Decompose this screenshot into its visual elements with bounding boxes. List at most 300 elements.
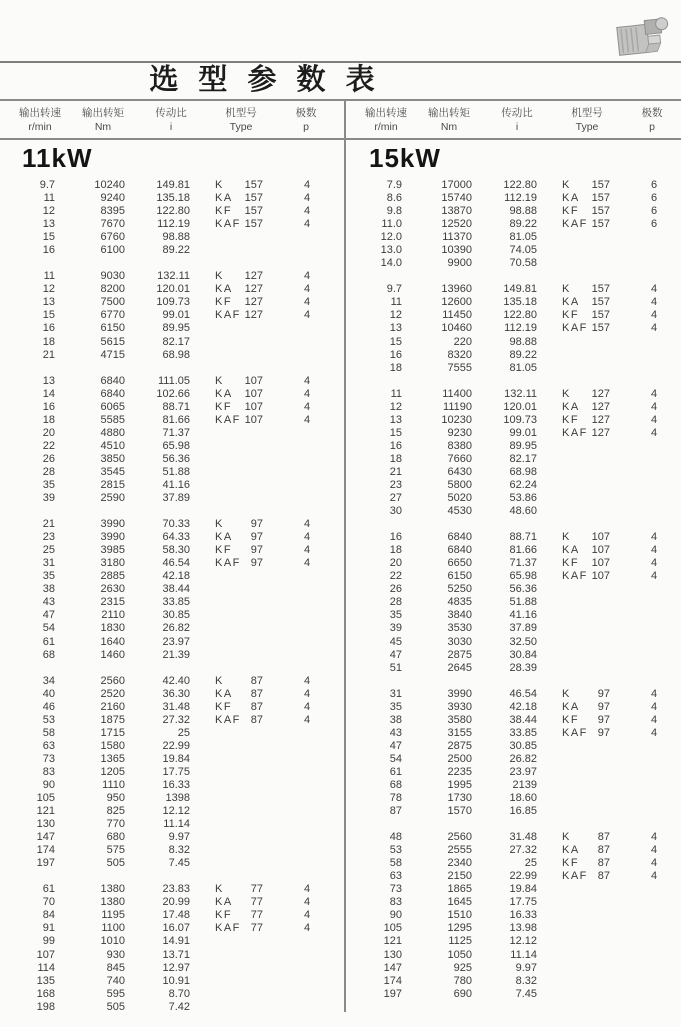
type-cell — [537, 336, 610, 349]
type-prefix: KF — [562, 413, 580, 426]
type-cell — [190, 388, 263, 401]
type-prefix: KAF — [562, 218, 588, 231]
table-row — [347, 349, 681, 362]
torque-cell: 4715 — [100, 348, 125, 361]
type-prefix: KAF — [215, 413, 241, 426]
table-row — [347, 531, 681, 544]
speed-cell: 73 — [389, 883, 402, 896]
poles-cell: 4 — [650, 700, 658, 713]
poles-cell: 4 — [650, 726, 658, 739]
type-prefix: K — [215, 518, 224, 531]
poles-cell: 4 — [303, 413, 311, 426]
speed-cell: 51 — [389, 661, 402, 674]
poles-cell: 6 — [650, 192, 658, 205]
torque-cell: 6150 — [100, 322, 125, 335]
torque-cell: 1125 — [448, 935, 472, 948]
poles-cell: 4 — [650, 844, 658, 857]
type-cell — [537, 544, 610, 557]
type-size: 87 — [597, 857, 610, 870]
table-row — [0, 805, 344, 818]
poles-cell — [263, 727, 351, 740]
speed-cell: 13 — [389, 322, 402, 335]
ratio-cell: 135.18 — [503, 296, 537, 309]
table-row — [347, 401, 681, 414]
table-row — [347, 766, 681, 779]
speed-cell: 197 — [36, 857, 55, 870]
type-cell — [537, 662, 610, 675]
ratio-cell: 16.33 — [509, 909, 537, 922]
poles-cell — [263, 609, 351, 622]
speed-cell: 90 — [42, 778, 55, 791]
ratio-cell: 30.85 — [162, 609, 190, 622]
poles-cell: 4 — [303, 883, 311, 896]
torque-cell: 950 — [106, 792, 125, 805]
type-prefix: KA — [562, 400, 580, 413]
speed-cell: 121 — [36, 805, 55, 818]
ratio-cell: 70.33 — [162, 518, 190, 531]
poles-cell: 4 — [303, 283, 311, 296]
type-cell — [537, 440, 610, 453]
type-cell — [537, 257, 610, 270]
table-row — [0, 270, 344, 283]
table-row — [347, 883, 681, 896]
table-row — [0, 531, 344, 544]
table-row — [0, 649, 344, 662]
type-prefix: KA — [215, 896, 233, 909]
type-prefix: KAF — [562, 726, 588, 739]
poles-cell — [610, 244, 681, 257]
speed-cell: 61 — [389, 765, 402, 778]
table-row — [0, 636, 344, 649]
table-row — [347, 831, 681, 844]
poles-cell: 4 — [303, 700, 311, 713]
ratio-cell: 88.71 — [509, 531, 537, 544]
torque-cell: 2160 — [100, 700, 125, 713]
type-cell — [537, 857, 610, 870]
poles-cell — [263, 231, 351, 244]
speed-cell: 68 — [389, 778, 402, 791]
torque-cell: 6430 — [447, 465, 472, 478]
ratio-cell: 32.50 — [509, 635, 537, 648]
poles-cell — [610, 740, 681, 753]
header-torque-cn: 输出转矩 — [82, 107, 124, 119]
table-row — [0, 766, 344, 779]
speed-cell: 27 — [389, 492, 402, 505]
type-prefix: KA — [215, 192, 233, 205]
speed-cell: 13 — [42, 296, 55, 309]
torque-cell: 930 — [106, 948, 125, 961]
gear-size-block — [0, 270, 344, 361]
gearbox-photo-icon — [608, 13, 674, 63]
ratio-cell: 81.66 — [162, 413, 190, 426]
speed-cell: 9.7 — [386, 283, 402, 296]
torque-cell: 1195 — [101, 909, 125, 922]
ratio-cell: 109.73 — [156, 296, 190, 309]
poles-cell: 4 — [650, 544, 658, 557]
speed-cell: 28 — [42, 465, 55, 478]
torque-cell: 7670 — [100, 218, 125, 231]
poles-cell: 4 — [303, 205, 311, 218]
poles-cell — [263, 649, 351, 662]
type-cell — [537, 909, 610, 922]
ratio-cell: 8.32 — [515, 974, 537, 987]
type-cell — [537, 414, 610, 427]
torque-cell: 3850 — [100, 452, 125, 465]
speed-cell: 13 — [42, 218, 55, 231]
type-cell — [190, 753, 263, 766]
type-cell — [537, 753, 610, 766]
ratio-cell: 38.44 — [509, 713, 537, 726]
type-prefix: K — [215, 674, 224, 687]
type-cell — [537, 322, 610, 335]
header-torque-en: Nm — [440, 121, 458, 133]
torque-cell: 1460 — [100, 648, 125, 661]
type-prefix: KF — [562, 713, 580, 726]
speed-cell: 84 — [42, 909, 55, 922]
speed-cell: 63 — [42, 739, 55, 752]
torque-cell: 13870 — [441, 205, 472, 218]
speed-cell: 130 — [383, 948, 402, 961]
poles-cell: 4 — [650, 687, 658, 700]
ratio-cell: 64.33 — [162, 531, 190, 544]
type-cell — [537, 714, 610, 727]
speed-cell: 105 — [36, 792, 55, 805]
torque-cell: 15740 — [441, 192, 472, 205]
poles-cell — [263, 322, 351, 335]
table-row — [0, 701, 344, 714]
type-size: 77 — [250, 922, 263, 935]
type-prefix: KA — [562, 544, 580, 557]
type-cell — [190, 896, 263, 909]
poles-cell — [610, 453, 681, 466]
header-torque — [414, 106, 484, 138]
ratio-cell: 19.84 — [509, 883, 537, 896]
ratio-cell: 99.01 — [162, 309, 190, 322]
speed-cell: 20 — [42, 426, 55, 439]
table-row — [347, 727, 681, 740]
type-cell — [537, 466, 610, 479]
header-ratio — [484, 106, 550, 138]
ratio-cell: 27.32 — [509, 844, 537, 857]
ratio-cell: 46.54 — [509, 687, 537, 700]
table-row — [347, 662, 681, 675]
table-row — [347, 935, 681, 948]
type-cell — [537, 244, 610, 257]
ratio-cell: 81.66 — [509, 544, 537, 557]
table-row — [0, 818, 344, 831]
speed-cell: 9.8 — [386, 205, 402, 218]
ratio-cell: 17.75 — [162, 765, 190, 778]
speed-cell: 25 — [42, 544, 55, 557]
ratio-cell: 51.88 — [162, 465, 190, 478]
type-size: 107 — [591, 544, 610, 557]
torque-cell: 12600 — [441, 296, 472, 309]
column-15kw — [347, 140, 681, 1027]
table-row — [0, 309, 344, 322]
table-row — [347, 557, 681, 570]
table-row — [0, 922, 344, 935]
ratio-cell: 14.91 — [162, 935, 190, 948]
page-title: 选 型 参 数 表 — [149, 64, 381, 96]
poles-cell — [263, 805, 351, 818]
type-prefix: KA — [215, 283, 233, 296]
torque-cell: 1365 — [100, 752, 125, 765]
torque-cell: 5585 — [100, 413, 125, 426]
type-prefix: KAF — [215, 309, 241, 322]
torque-cell: 9030 — [100, 270, 125, 283]
type-cell — [190, 649, 263, 662]
torque-cell: 8320 — [447, 348, 472, 361]
table-row — [0, 753, 344, 766]
poles-cell: 4 — [650, 870, 658, 883]
torque-cell: 11190 — [443, 400, 472, 413]
type-prefix: K — [215, 883, 224, 896]
type-size: 127 — [244, 309, 263, 322]
table-row — [347, 544, 681, 557]
type-cell — [537, 779, 610, 792]
type-cell — [537, 205, 610, 218]
speed-cell: 30 — [389, 505, 402, 518]
type-cell — [537, 349, 610, 362]
type-size: 157 — [591, 192, 610, 205]
type-prefix: KF — [215, 296, 233, 309]
type-cell — [537, 531, 610, 544]
type-cell — [537, 831, 610, 844]
type-prefix: K — [562, 687, 571, 700]
table-row — [347, 922, 681, 935]
torque-cell: 9240 — [100, 192, 125, 205]
type-cell — [537, 401, 610, 414]
poles-cell: 4 — [650, 283, 658, 296]
type-cell — [190, 453, 263, 466]
type-cell — [190, 283, 263, 296]
ratio-cell: 56.36 — [509, 583, 537, 596]
torque-cell: 1830 — [100, 622, 125, 635]
speed-cell: 174 — [36, 844, 55, 857]
type-prefix: KF — [215, 544, 233, 557]
type-cell — [537, 727, 610, 740]
type-cell — [190, 792, 263, 805]
speed-cell: 21 — [42, 518, 55, 531]
table-row — [347, 988, 681, 1001]
type-cell — [190, 218, 263, 231]
ratio-cell: 135.18 — [156, 192, 190, 205]
torque-cell: 690 — [453, 987, 472, 1000]
ratio-cell: 20.99 — [162, 896, 190, 909]
ratio-cell: 82.17 — [162, 335, 190, 348]
speed-cell: 18 — [42, 335, 55, 348]
type-size: 97 — [250, 518, 263, 531]
type-cell — [537, 883, 610, 896]
ratio-cell: 10.91 — [162, 974, 190, 987]
ratio-cell: 122.80 — [503, 179, 537, 191]
poles-cell — [263, 779, 351, 792]
poles-cell — [263, 636, 351, 649]
type-cell — [537, 688, 610, 701]
table-row — [0, 401, 344, 414]
table-row — [347, 844, 681, 857]
gear-size-block — [0, 179, 344, 257]
ratio-cell: 41.16 — [162, 478, 190, 491]
ratio-cell: 122.80 — [503, 309, 537, 322]
table-row — [347, 805, 681, 818]
type-cell — [190, 831, 263, 844]
table-row — [0, 570, 344, 583]
header-ratio-cn: 传动比 — [155, 107, 187, 119]
speed-cell: 15 — [389, 426, 402, 439]
poles-cell: 4 — [303, 374, 311, 387]
type-size: 157 — [591, 296, 610, 309]
section-power-title: 15kW — [369, 143, 441, 173]
type-size: 157 — [591, 283, 610, 296]
table-header-right — [344, 101, 680, 138]
ratio-cell: 74.05 — [509, 244, 537, 257]
type-size: 87 — [250, 700, 263, 713]
type-cell — [537, 609, 610, 622]
poles-cell — [610, 649, 681, 662]
header-torque — [68, 106, 138, 138]
poles-cell — [263, 453, 351, 466]
gear-size-block — [0, 375, 344, 505]
poles-cell — [263, 766, 351, 779]
type-cell — [190, 479, 263, 492]
torque-cell: 5020 — [447, 492, 472, 505]
type-prefix: KA — [562, 192, 580, 205]
table-row — [347, 792, 681, 805]
table-row — [0, 336, 344, 349]
table-row — [0, 544, 344, 557]
table-row — [0, 479, 344, 492]
speed-cell: 18 — [389, 452, 402, 465]
poles-cell — [610, 805, 681, 818]
torque-cell: 220 — [453, 335, 472, 348]
table-row — [347, 205, 681, 218]
torque-cell: 3155 — [447, 726, 472, 739]
ratio-cell: 9.97 — [515, 961, 537, 974]
table-row — [0, 831, 344, 844]
type-size: 97 — [597, 700, 610, 713]
header-poles-cn: 极数 — [295, 107, 317, 119]
torque-cell: 2560 — [447, 831, 472, 844]
table-row — [0, 975, 344, 988]
torque-cell: 2315 — [100, 596, 125, 609]
torque-cell: 7555 — [447, 361, 472, 374]
poles-cell — [610, 479, 681, 492]
speed-cell: 15 — [42, 309, 55, 322]
table-row — [0, 779, 344, 792]
ratio-cell: 58.30 — [162, 544, 190, 557]
table-row — [347, 909, 681, 922]
table-row — [0, 688, 344, 701]
header-type-cn: 机型号 — [571, 107, 603, 119]
torque-cell: 2885 — [100, 570, 125, 583]
speed-cell: 12 — [42, 205, 55, 218]
speed-cell: 26 — [389, 583, 402, 596]
table-row — [347, 322, 681, 335]
poles-cell: 4 — [303, 909, 311, 922]
speed-cell: 7.9 — [386, 179, 402, 191]
poles-cell: 4 — [650, 296, 658, 309]
type-cell — [537, 596, 610, 609]
type-prefix: KA — [215, 387, 233, 400]
type-size: 97 — [250, 557, 263, 570]
type-size: 87 — [250, 687, 263, 700]
type-cell — [537, 949, 610, 962]
ratio-cell: 28.39 — [509, 661, 537, 674]
header-ratio-en: i — [515, 121, 519, 133]
type-cell — [190, 988, 263, 1001]
type-cell — [190, 375, 263, 388]
ratio-cell: 11.14 — [163, 818, 190, 831]
type-size: 127 — [591, 413, 610, 426]
torque-cell: 770 — [106, 818, 125, 831]
poles-cell: 4 — [650, 309, 658, 322]
torque-cell: 2340 — [447, 857, 472, 870]
poles-cell: 4 — [303, 544, 311, 557]
type-prefix: KA — [562, 844, 580, 857]
type-cell — [537, 988, 610, 1001]
speed-cell: 22 — [42, 439, 55, 452]
torque-cell: 6760 — [100, 231, 125, 244]
type-cell — [537, 388, 610, 401]
speed-cell: 197 — [383, 987, 402, 1000]
torque-cell: 10230 — [441, 413, 472, 426]
speed-cell: 11 — [43, 270, 55, 283]
type-cell — [537, 427, 610, 440]
ratio-cell: 89.95 — [509, 439, 537, 452]
table-row — [0, 427, 344, 440]
speed-cell: 11 — [390, 296, 402, 309]
poles-cell — [610, 935, 681, 948]
speed-cell: 63 — [389, 870, 402, 883]
torque-cell: 1580 — [100, 739, 125, 752]
torque-cell: 2875 — [447, 739, 472, 752]
table-row — [0, 857, 344, 870]
poles-cell: 4 — [303, 400, 311, 413]
poles-cell — [610, 596, 681, 609]
type-prefix: K — [562, 283, 571, 296]
type-prefix: KF — [215, 205, 233, 218]
type-cell — [190, 205, 263, 218]
poles-cell: 4 — [650, 322, 658, 335]
speed-cell: 8.6 — [386, 192, 402, 205]
type-cell — [190, 336, 263, 349]
header-poles-en: p — [649, 121, 655, 133]
poles-cell — [610, 909, 681, 922]
poles-cell — [263, 949, 351, 962]
poles-cell — [610, 779, 681, 792]
ratio-cell: 12.12 — [509, 935, 537, 948]
ratio-cell: 26.82 — [162, 622, 190, 635]
speed-cell: 130 — [36, 818, 55, 831]
torque-cell: 9230 — [447, 426, 472, 439]
type-size: 107 — [244, 413, 263, 426]
speed-cell: 99 — [42, 935, 55, 948]
ratio-cell: 33.85 — [162, 596, 190, 609]
poles-cell — [263, 818, 351, 831]
type-cell — [190, 427, 263, 440]
type-cell — [537, 179, 610, 192]
table-row — [0, 466, 344, 479]
table-row — [347, 622, 681, 635]
speed-cell: 46 — [42, 700, 55, 713]
type-prefix: KF — [562, 557, 580, 570]
ratio-cell: 36.30 — [162, 687, 190, 700]
torque-cell: 1570 — [447, 805, 472, 818]
speed-cell: 105 — [383, 922, 402, 935]
speed-cell: 48 — [389, 831, 402, 844]
type-prefix: KA — [562, 700, 580, 713]
